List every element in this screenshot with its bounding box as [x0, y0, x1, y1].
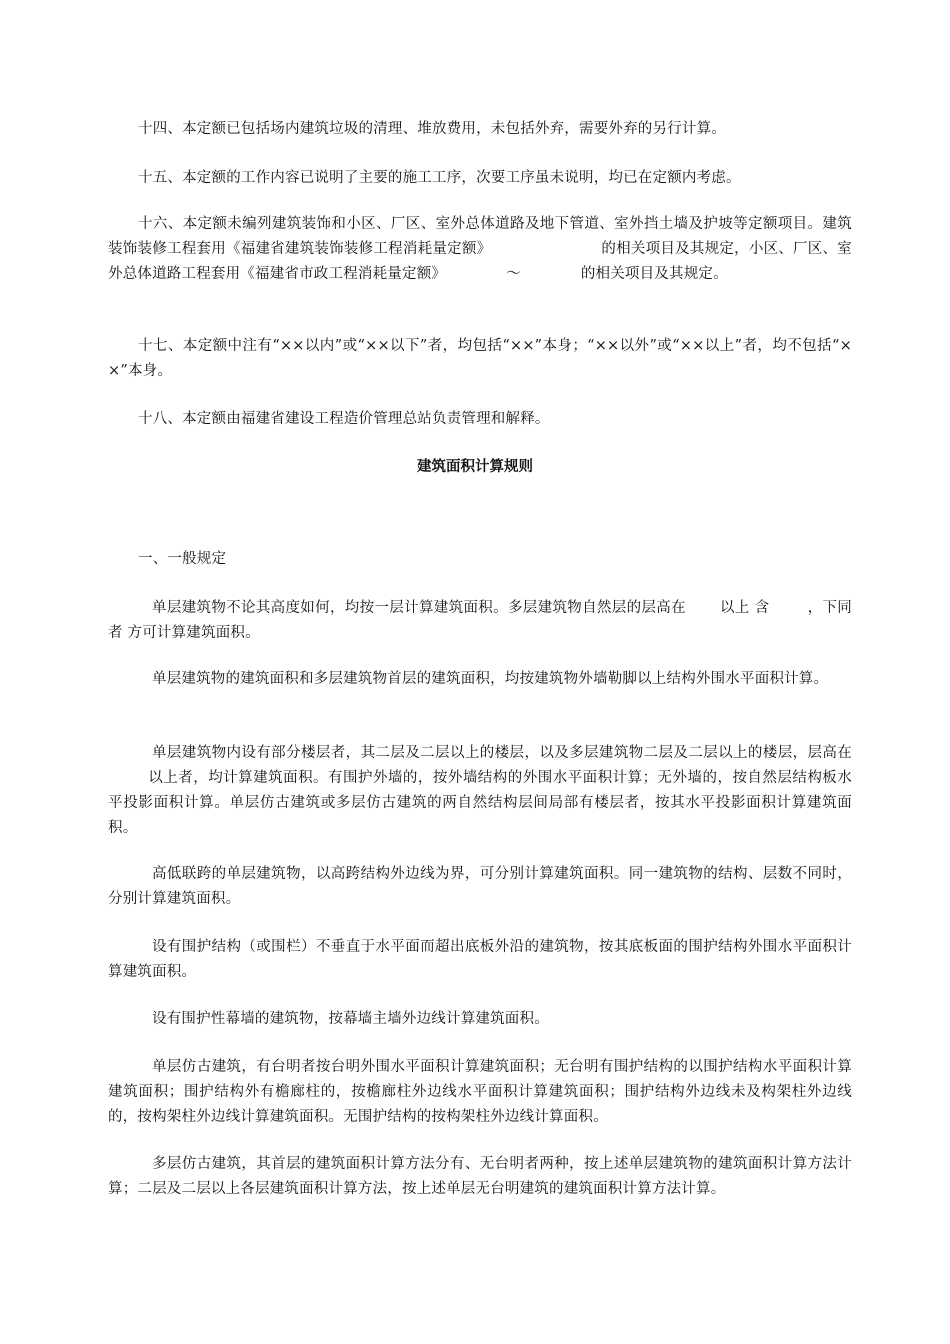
p16-text-2: 的相关项目及其规定，小区、厂区、室外总体道路工程套用《福建省市政工程消耗量定额》	[108, 241, 852, 282]
rule-2: 单层建筑物的建筑面积和多层建筑物首层的建筑面积，均按建筑物外墙勒脚以上结构外围水平面积计算。	[152, 671, 829, 687]
rule-5: 设有围护结构（或围栏）不垂直于水平面而超出底板外沿的建筑物，按其底板面的围护结构外围水平面积计算建筑面积。	[108, 939, 852, 980]
rule-7: 单层仿古建筑，有台明者按台明外围水平面积计算建筑面积；无台明有围护结构的以围护结构水平面积计算建筑面积；围护结构外有檐廊柱的，按檐廊柱外边线水平面积计算建筑面积；围护结构外边线未及构架柱外边线的，按构架柱外边线计算建筑面积。无围护结构的按构架柱外边线计算面积。	[108, 1059, 852, 1125]
paragraph-15: 十五、本定额的工作内容已说明了主要的施工工序，次要工序虽未说明，均已在定额内考虑。	[138, 170, 741, 186]
p16-tilde: ～	[506, 266, 521, 282]
section-title: 建筑面积计算规则	[417, 459, 533, 475]
rule-6: 设有围护性幕墙的建筑物，按幕墙主墙外边线计算建筑面积。	[152, 1011, 549, 1027]
p16-text-1: 十六、本定额未编列建筑装饰和小区、厂区、室外总体道路及地下管道、室外挡土墙及护坡等定额项目。建筑装饰装修工程套用《福建省建筑装饰装修工程消耗量定额》	[108, 216, 852, 257]
rule-1-text-c: ，	[807, 600, 823, 616]
rule-4: 高低联跨的单层建筑物，以高跨结构外边线为界，可分别计算建筑面积。同一建筑物的结构、层数不同时，分别计算建筑面积。	[108, 866, 852, 907]
p16-text-3: 的相关项目及其规定。	[580, 266, 728, 282]
rule-8: 多层仿古建筑，其首层的建筑面积计算方法分有、无台明者两种，按上述单层建筑物的建筑面积计算方法计算；二层及二层以上各层建筑面积计算方法，按上述单层无台明建筑的建筑面积计算方法计算。	[108, 1156, 852, 1197]
rule-3	[108, 741, 852, 841]
paragraph-16	[108, 212, 852, 287]
subsection-heading: 一、一般规定	[138, 551, 227, 567]
rule-3-text-a: 单层建筑物内设有部分楼层者，其二层及二层以上的楼层，以及多层建筑物二层及二层以上的楼层，层高在	[152, 745, 852, 761]
paragraph-17: 十七、本定额中注有“××以内”或“××以下”者，均包括“××”本身；“××以外”或“××以上”者，均不包括“××”本身。	[108, 338, 852, 379]
rule-1-text-d: 下同 者 方可计算建筑面积。	[108, 600, 853, 641]
rule-1-text-a: 单层建筑物不论其高度如何，均按一层计算建筑面积。多层建筑物自然层的层高在	[152, 600, 686, 616]
paragraph-14: 十四、本定额已包括场内建筑垃圾的清理、堆放费用，未包括外弃，需要外弃的另行计算。	[138, 121, 726, 137]
rule-3-text-b: 以上者，均计算建筑面积。有围护外墙的，按外墙结构的外围水平面积计算；无外墙的，按自然层结构板水平投影面积计算。单层仿古建筑或多层仿古建筑的两自然结构层间局部有楼层者，按其水平投影面积计算建筑面积。	[108, 770, 852, 836]
rule-1-text-b: 以上 含	[719, 600, 770, 616]
rule-1	[108, 596, 852, 646]
paragraph-18: 十八、本定额由福建省建设工程造价管理总站负责管理和解释。	[138, 411, 550, 427]
